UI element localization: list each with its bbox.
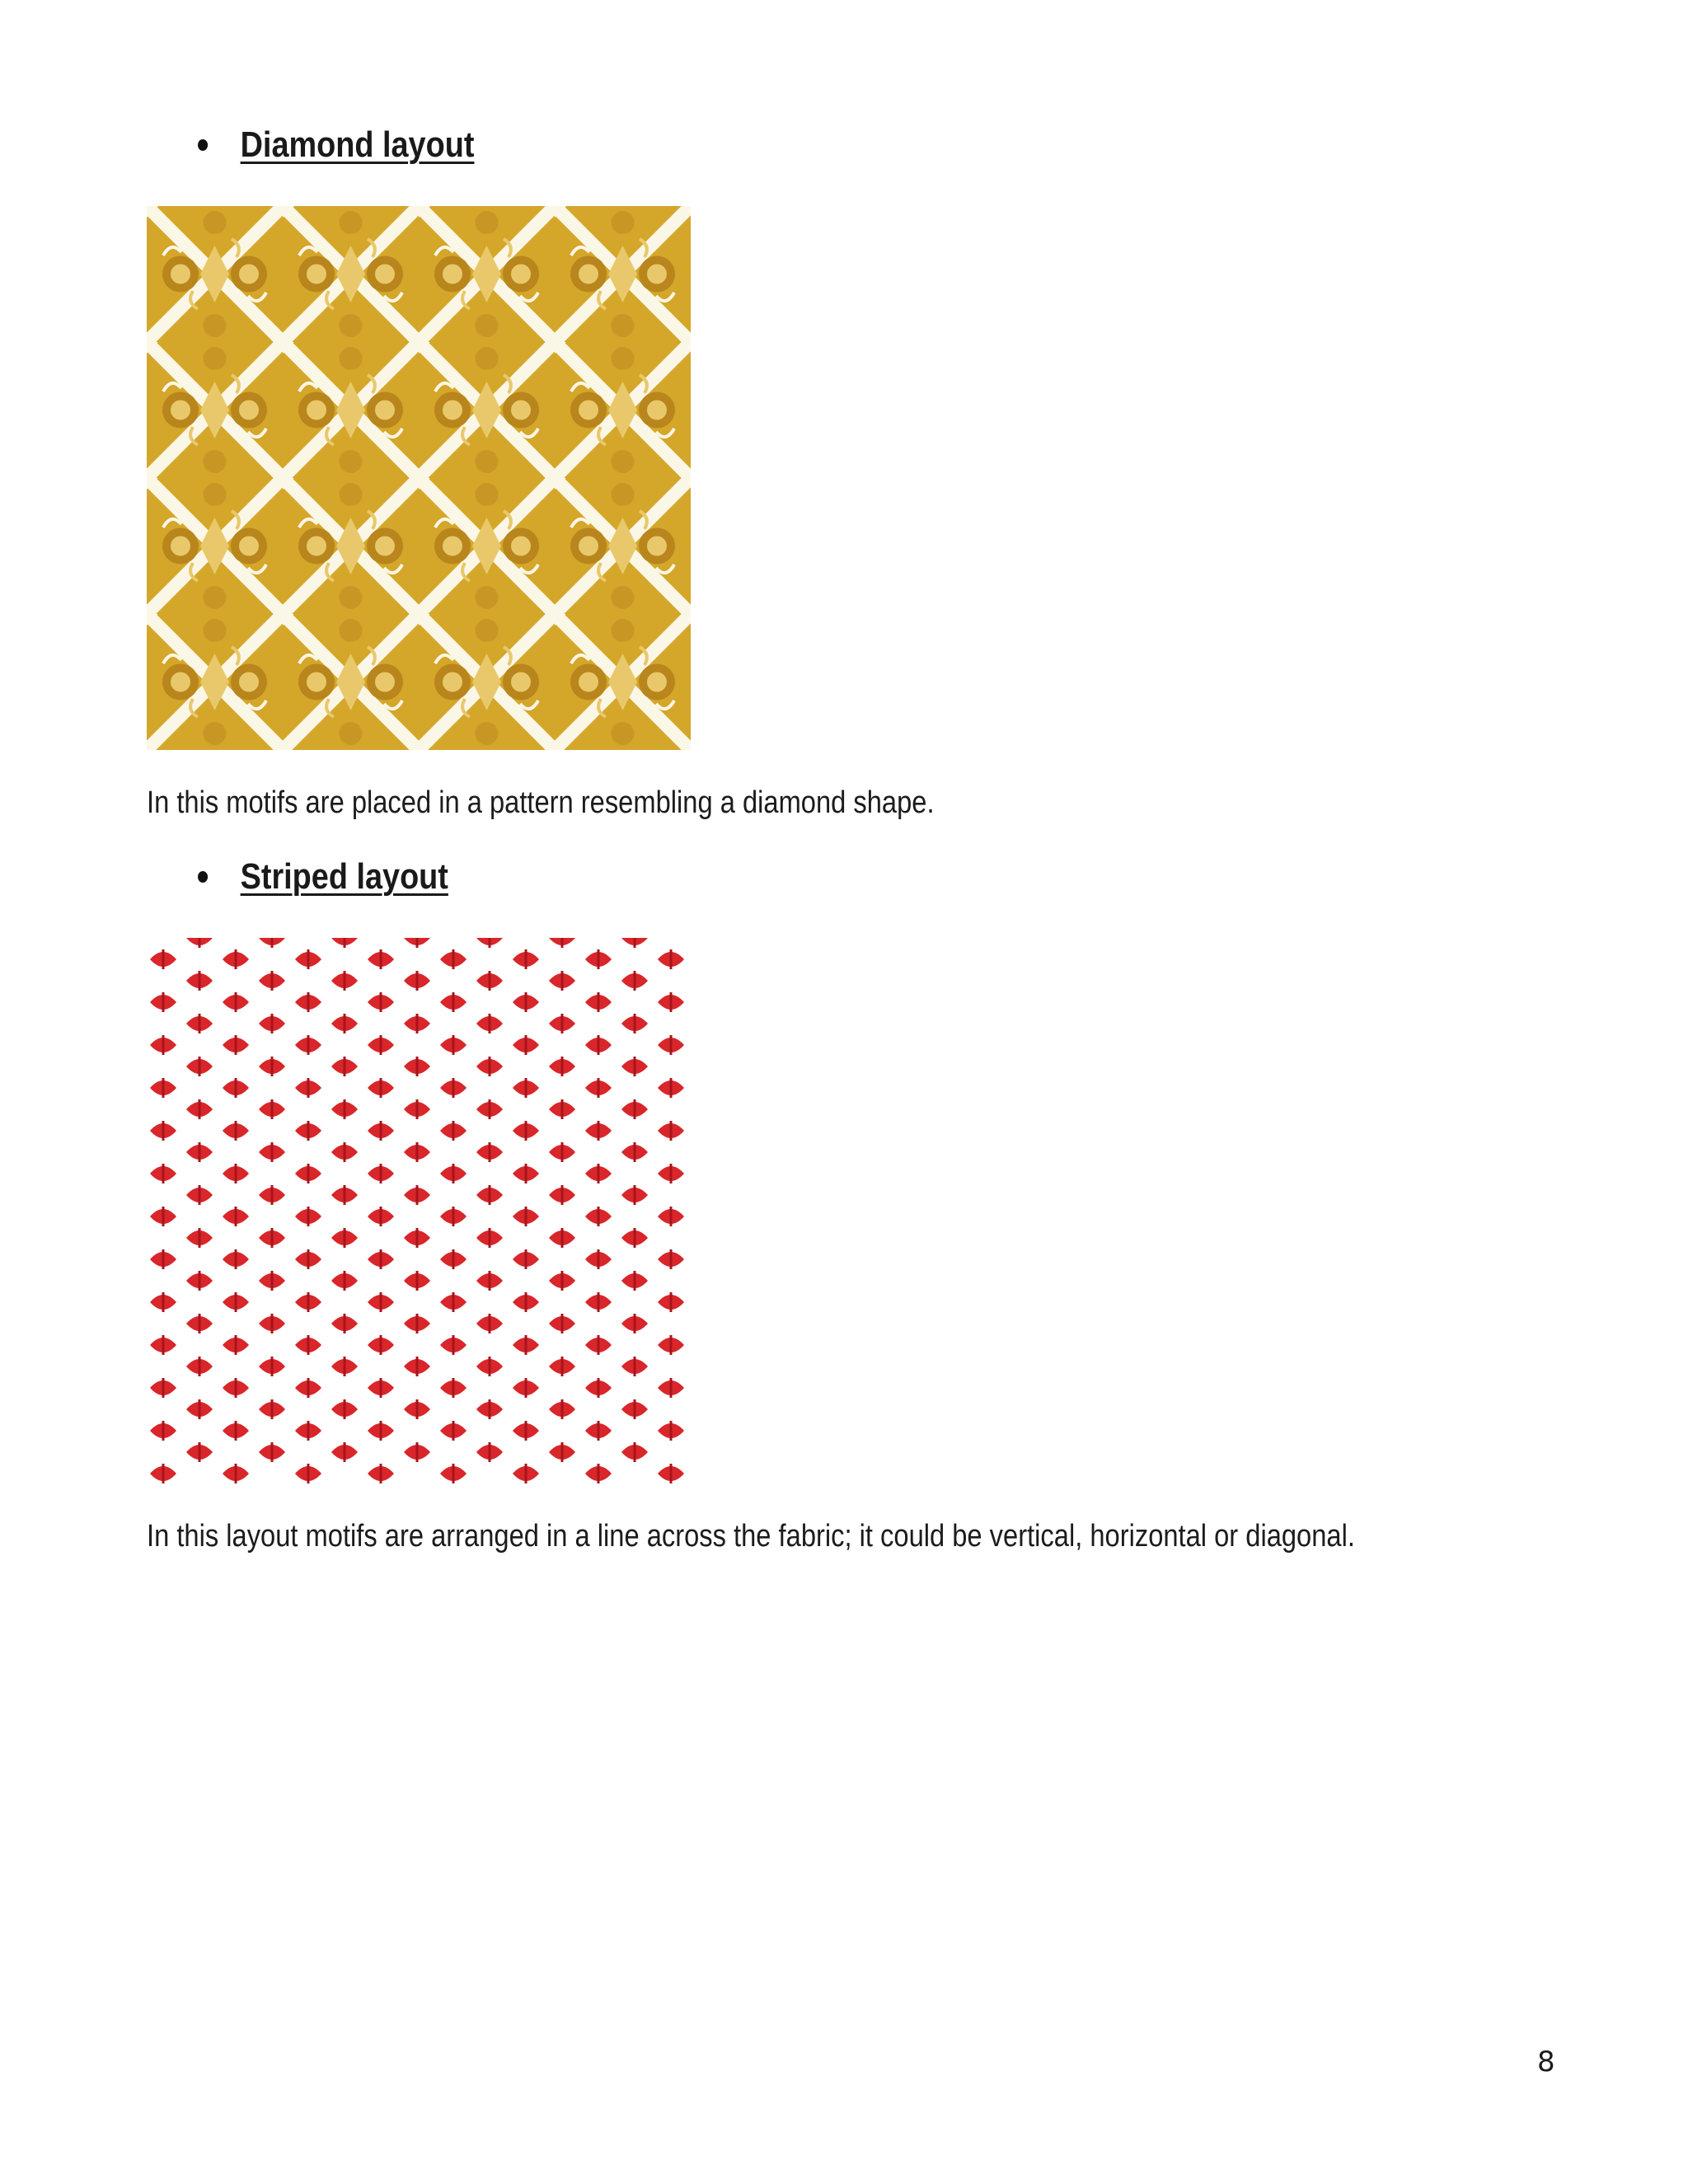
section-heading-diamond: [198, 124, 475, 165]
diamond-layout-image: [147, 206, 691, 750]
diamond-layout-description: In this motifs are placed in a pattern resembling a diamond shape.: [147, 785, 935, 820]
bullet-icon: [198, 139, 208, 151]
section-heading-striped: [198, 856, 448, 897]
striped-layout-description: In this layout motifs are arranged in a line across the fabric; it could be vertical, horizontal or diagonal.: [147, 1519, 1355, 1554]
page-number: 8: [1537, 2046, 1555, 2079]
section-heading-text: Striped layout: [240, 856, 448, 897]
bullet-icon: [198, 871, 208, 883]
striped-layout-image: [147, 938, 686, 1483]
section-heading-text: Diamond layout: [240, 124, 475, 165]
